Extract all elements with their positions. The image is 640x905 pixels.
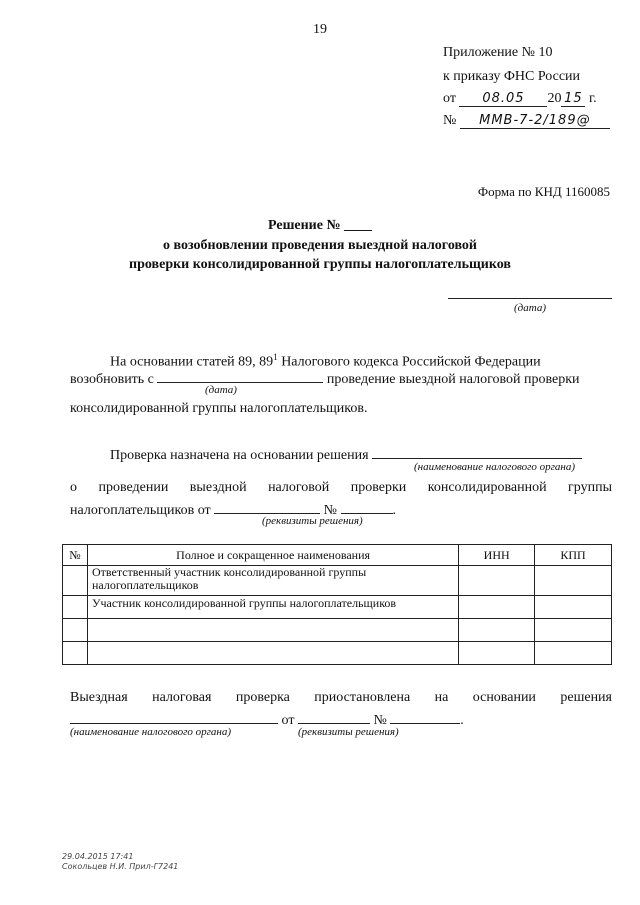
year-prefix: 20 [547,91,562,106]
table-cell [87,642,458,665]
form-code: Форма по КНД 1160085 [477,184,610,199]
para2-line1: Проверка назначена на основании решения [110,442,582,465]
decision-requisites-caption: (реквизиты решения) [262,515,363,527]
decision-date-caption: (дата) [514,302,546,314]
suspension-number-blank [390,707,460,724]
article-superscript: 1 [273,352,278,362]
para1-line3: консолидированной группы налогоплательщиков. [70,401,368,416]
decision-date-blank [214,497,320,514]
appendix-date-line [443,90,597,108]
table-row [63,596,612,619]
table-row [63,619,612,642]
date-prefix: от [443,91,456,106]
page-number: 19 [313,22,327,37]
footer-timestamp: 29.04.2015 17:41 [62,852,134,861]
table-cell [63,566,88,596]
suspension-date-blank [298,707,370,724]
handwritten-year: 15 [561,90,585,107]
para3-line2: от № . [70,707,464,730]
decision-subtitle-1: о возобновлении проведения выездной налоговой [163,238,477,253]
table-cell [87,619,458,642]
table-header-row [63,545,612,566]
para2-line2: о проведении выездной налоговой проверки консолидированной группы [70,480,612,495]
table-cell [535,596,612,619]
table-cell [535,619,612,642]
col-header-inn: ИНН [459,545,535,566]
suspension-authority-caption: (наименование налогового органа) [70,726,232,738]
resume-date-caption: (дата) [205,384,237,396]
col-header-name: Полное и сокращенное наименования [87,545,458,566]
para3-line1: Выездная налоговая проверка приостановлена на основании решения [70,690,612,705]
table-cell [459,642,535,665]
table-cell [63,596,88,619]
table-row [63,642,612,665]
decision-number-blank [341,497,393,514]
tax-authority-blank [372,442,582,459]
decision-date-line [448,298,612,299]
table-cell [63,642,88,665]
col-header-kpp: КПП [535,545,612,566]
table-cell: Ответственный участник консолидированной группы налогоплательщиков [87,566,458,596]
appendix-order-ref: к приказу ФНС России [443,69,581,84]
footer-author: Сокольцев Н.И. Прил-Г7241 [62,862,179,871]
appendix-number-line [443,112,610,130]
tax-authority-caption: (наименование налогового органа) [414,461,576,473]
participants-table [62,544,612,665]
table-cell [63,619,88,642]
col-header-number: № [63,545,88,566]
suspension-authority-blank [70,707,278,724]
decision-subtitle-2: проверки консолидированной группы налогоплательщиков [129,257,511,272]
table-cell: Участник консолидированной группы налогоплательщиков [87,596,458,619]
para1-line2: возобновить с проведение выездной налоговой проверки [70,366,580,389]
resume-date-blank [157,366,323,383]
table-cell [535,642,612,665]
year-suffix: г. [588,91,597,106]
table-row [63,566,612,596]
suspension-requisites-caption: (реквизиты решения) [298,726,399,738]
table-cell [459,566,535,596]
para1-line1: На основании статей 89, $89^1$ Налогового кодекса Российской Федерации [110,352,541,370]
handwritten-order-number: ММВ-7-2/189@ [460,112,610,129]
table-cell [459,596,535,619]
para2-line3: налогоплательщиков от № . [70,497,396,520]
decision-title: Решение № ____ [267,218,373,233]
appendix-number: Приложение № 10 [443,45,553,60]
table-cell [459,619,535,642]
table-cell [535,566,612,596]
handwritten-date: 08.05 [459,90,547,107]
number-prefix: № [443,113,457,128]
